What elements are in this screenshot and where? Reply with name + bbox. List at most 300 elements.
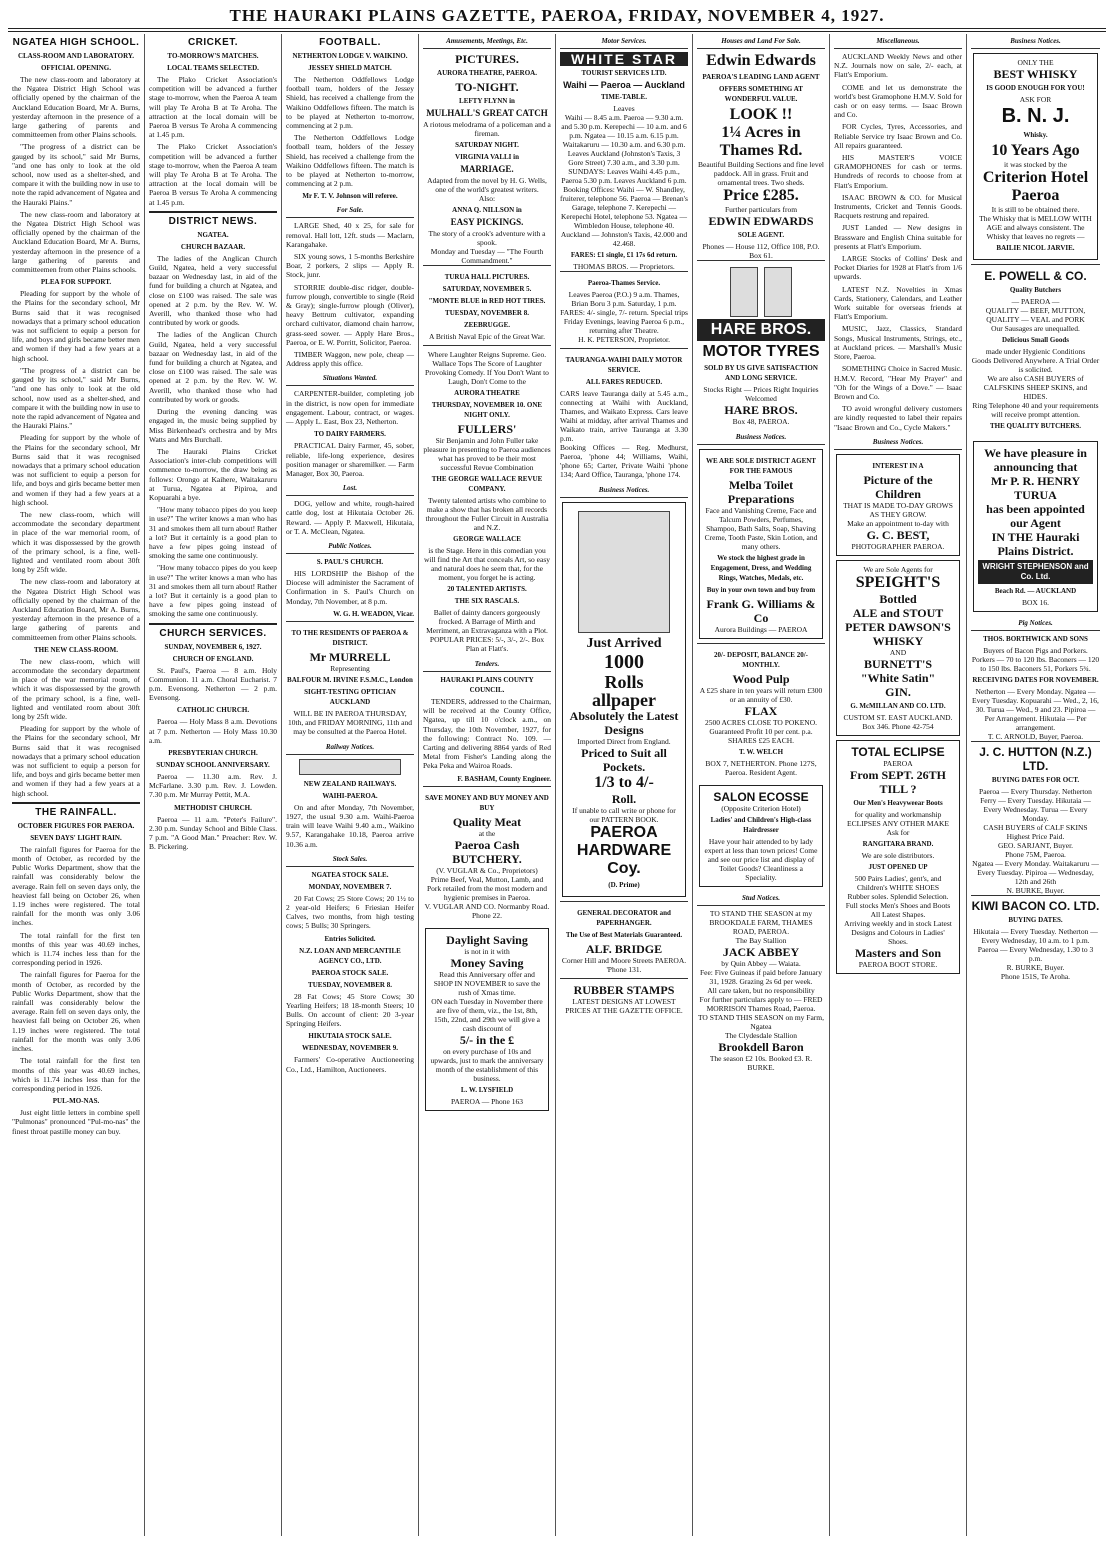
- subhead: NGATEA.: [197, 230, 229, 239]
- subhead: TIME-TABLE.: [601, 93, 647, 101]
- subhead: The Use of Best Materials Guaranteed.: [565, 931, 683, 939]
- ad-text: Phone 75M, Paeroa.: [1005, 850, 1066, 859]
- paragraph: During the evening dancing was engaged in, the music being supplied by Miss Birkenhead's orchestra and by Mrs Watts and Mrs Burchall.: [149, 407, 277, 444]
- classified-ad: JUST Landed — New designs in Brassware and English China suitable for presents at Flatt's Emporium.: [834, 223, 962, 251]
- ad-heading: Criterion Hotel: [982, 169, 1089, 186]
- ad-text: Aurora Buildings — PAEROA: [714, 625, 808, 634]
- ad-text: Read this Anniversary offer and SHOP IN NOVEMBER to save the rush of Xmas time.: [433, 969, 541, 997]
- ad-text: For further particulars apply to — FRED MORRISON Thames Road, Paeroa.: [699, 995, 823, 1013]
- section-heading: Public Notices.: [286, 539, 414, 554]
- section-heading: Railway Notices.: [286, 740, 414, 755]
- ad-heading: Price £285.: [723, 187, 799, 204]
- section-heading: Houses and Land For Sale.: [697, 34, 825, 49]
- paragraph: 20 Fat Cows; 25 Store Cows; 20 1½ to 2 year-old Heifers; 6 Friesian Heifer Calves, two months, from high testing cows; 5 Bulls; 30 Springers.: [286, 893, 414, 931]
- section-heading: Tenders.: [423, 657, 551, 672]
- ad-heading: Quality Meat: [452, 814, 522, 829]
- subhead: TUESDAY, NOVEMBER 8.: [308, 980, 392, 989]
- paragraph: St. Paul's, Paeroa — 8 a.m. Holy Communion. 11 a.m. Choral Eucharist. 7 p.m. Evensong. Netherton — 2 p.m. Evensong.: [149, 665, 277, 703]
- article-title: CHURCH SERVICES.: [149, 623, 277, 639]
- subhead: AURORA THEATRE: [454, 389, 520, 397]
- ad-text: ASK FOR: [1019, 95, 1052, 104]
- section-heading: Amusements, Meetings, Etc.: [423, 34, 551, 49]
- ad-heading: FULLERS': [457, 422, 517, 436]
- classified-ad: HIS MASTER'S VOICE GRAMOPHONES for cash or terms. Hundreds of records to choose from at Flatt's Emporium.: [834, 153, 962, 190]
- ad-text: If unable to call write or phone for our PATTERN BOOK.: [572, 806, 676, 824]
- ad-text: Ngatea — Every Monday. Waitakaruru — Every Tuesday. Pipiroa — Wednesday, 12th and 26th: [972, 859, 1099, 886]
- subhead: TURUA HALL PICTURES.: [444, 273, 530, 281]
- subhead: SIGHT-TESTING OPTICIAN AUCKLAND: [304, 687, 396, 706]
- subhead: Waihi — Paeroa — Auckland: [563, 80, 685, 90]
- tauranga-waihi-ad: [560, 348, 688, 483]
- subhead: CHURCH BAZAAR.: [180, 242, 246, 251]
- wright-stephenson-ad: [973, 441, 1098, 612]
- ad-text: Box 346. Phone 42-754: [862, 721, 934, 731]
- subhead: We stock the highest grade in Engagement, Dress, and Wedding Rings, Watches, Medals, etc.: [710, 554, 812, 582]
- subhead: PAEROA STOCK SALE.: [311, 968, 389, 977]
- ad-heading: Paeroa: [1011, 187, 1060, 204]
- paragraph: The Plako Cricket Association's competition will be advanced a further stage to-morrow, when the Paeroa A team will play Te Aroha B at Te Aroha. The attraction at the local domain will be Paeroa B versus Te Aroha A commencing at 1.45 p.m.: [149, 75, 277, 140]
- ad-text: made under Hygienic Conditions: [985, 347, 1086, 356]
- ad-text: Stocks Right — Prices Right Inquiries Welcomed: [703, 385, 819, 403]
- ad-text: POPULAR PRICES: 5/-, 3/-, 2/-. Box Plan at Flatt's.: [429, 635, 545, 653]
- subhead: BAILIE NICOL JARVIE.: [996, 244, 1075, 252]
- subhead: WAIHI-PAEROA.: [322, 791, 378, 800]
- paragraph: The new class-room and laboratory at the Ngatea District High School was officially opened by the chairman of the Auckland Education Board, Mr A. Burns, yesterday afternoon in the presence of a large gathering of parents and committeemen from other Plains schools.: [12, 577, 140, 642]
- subhead: MULHALL'S GREAT CATCH: [426, 108, 548, 118]
- ad-heading: Wood Pulp: [732, 672, 790, 686]
- subhead: 20 TALENTED ARTISTS.: [447, 585, 527, 593]
- section-heading: Business Notices.: [560, 483, 688, 498]
- butchery-ad: [423, 786, 551, 924]
- ad-text: Hikutaia — Every Tuesday. Netherton — Every Wednesday, 10 a.m. to 1 p.m. Paeroa — Every Wednesday, 1.30 to 3 p.m.: [973, 927, 1098, 963]
- section-heading: Motor Services.: [560, 34, 688, 49]
- ad-text: TO STAND THE SEASON at my BROOKDALE FARM, THAMES ROAD, PAEROA.: [709, 909, 813, 936]
- white-star-logo: WHITE STAR: [560, 52, 688, 66]
- paragraph: "How many tobacco pipes do you keep in use?" The writer knows a man who has 31 and smokes them all turn about! Rather a lot? But it certainly is a good plan to have a few pipes going instead of smoking the same one continuously.: [149, 563, 277, 619]
- subhead: ANNA Q. NILLSON in: [452, 206, 522, 214]
- ad-text: Imported Direct from England.: [577, 737, 671, 746]
- ad-text: Prime Beef, Veal, Mutton, Lamb, and Pork retailed from the most modern and hygienic premises in Paeroa.: [427, 874, 547, 902]
- fullers-ad: [423, 345, 551, 657]
- ad-heading: BEST WHISKY: [993, 67, 1078, 81]
- paragraph: Pleading for support by the whole of the Plains for the secondary school, Mr Burns said that it was recognised nowadays that a primary school education was not sufficient to equip a person for life, and boys and girls became better men and women if they had a few years at a high school.: [12, 433, 140, 507]
- subhead: T. W. WELCH: [738, 748, 784, 756]
- ad-text: Paeroa — Every Thursday. Netherton Ferry — Every Tuesday. Hikutaia — Every Wednesday. Turua — Every Monday.: [979, 787, 1092, 823]
- ad-heading: B. N. J.: [1001, 105, 1070, 127]
- ad-heading: KIWI BACON CO. LTD.: [971, 895, 1100, 913]
- ad-text: A £25 share in ten years will return £300 or an annuity of £30.: [699, 686, 823, 704]
- masthead-rule-2: [8, 31, 1106, 32]
- ad-text: Sir Benjamin and John Fuller take pleasure in presenting to Paeroa audiences what has proved to be their most successful Revue Combination: [423, 436, 551, 472]
- ad-heading: Priced to Suit all Pockets.: [581, 746, 667, 774]
- subhead: S. PAUL'S CHURCH.: [316, 557, 384, 566]
- ad-text: The Whisky that is MELLOW WITH AGE and always consistent. The Whisky that leaves no regrets —: [979, 214, 1092, 241]
- ad-heading: Brookdell Baron: [718, 1040, 804, 1054]
- subhead: WEDNESDAY, NOVEMBER 9.: [302, 1044, 398, 1053]
- columns: [8, 34, 1106, 1536]
- pig-notices: [971, 634, 1100, 981]
- ad-text: Leaves: [613, 104, 635, 113]
- ad-text: Full stocks Men's Shoes and Boots All Latest Shapes.: [845, 900, 951, 919]
- ad-text: The story of a crook's adventure with a spook.: [428, 229, 546, 247]
- ad-text: V. VUGLAR AND CO. Normanby Road. Phone 22.: [424, 901, 550, 920]
- ad-text: BOX 16.: [1021, 598, 1050, 607]
- subhead: FARES: £1 single, £1 17s 6d return.: [570, 251, 678, 259]
- aurora-ad: [423, 52, 551, 265]
- masthead: THE HAURAKI PLAINS GAZETTE, PAEROA, FRIDAY, NOVEMBER 4, 1927.: [229, 6, 885, 25]
- ad-text: Leaves Auckland (Johnston's Taxis, 3 Gore Street) 7.30 a.m., and 3.30 p.m.: [567, 149, 681, 167]
- ad-text: We are also CASH BUYERS of CALFSKINS SHEEP SKINS, and HIDES.: [983, 374, 1088, 401]
- subhead: PAEROA'S LEADING LAND AGENT: [702, 73, 820, 81]
- ad-text: The Clydesdale Stallion: [724, 1031, 798, 1040]
- ad-text: Netherton — Every Monday. Ngatea — Every Tuesday. Kopuarahi — Wed., 2, 16, 30. Turua — Wed., 9 and 23. Pipiroa — Per Arrangement. Hikutaia — Per arrangement.: [972, 687, 1099, 732]
- subhead: OFFERS SOMETHING AT WONDERFUL VALUE.: [719, 85, 803, 103]
- subhead: G. McMILLAN AND CO. LTD.: [850, 701, 946, 710]
- subhead: HAURAKI PLAINS COUNTY COUNCIL.: [440, 676, 534, 694]
- subhead: Buy in your own town and buy from: [706, 586, 816, 594]
- column-motor-services: [556, 34, 693, 1536]
- ad-text: Adapted from the novel by H. G. Wells, one of the world's greatest writers.: [427, 176, 547, 194]
- ad-heading: PAEROA HARDWARE Coy.: [576, 824, 672, 877]
- subhead: THE SIX RASCALS.: [454, 597, 520, 605]
- ad-text: 2500 ACRES CLOSE TO POKENO. Guaranteed Profit 10 per cent. p.a. SHARES £25 EACH.: [704, 718, 818, 745]
- paragraph: The new class-room and laboratory at the Ngatea District High School was officially opened by the chairman of the Auckland Education Board, Mr A. Burns, yesterday afternoon in the presence of a large gathering of parents and committeemen from other Plains schools.: [12, 75, 140, 140]
- ad-heading: RUBBER STAMPS: [573, 983, 675, 997]
- subhead: GEORGE WALLACE: [453, 535, 521, 543]
- subhead: RECEIVING DATES FOR NOVEMBER.: [972, 676, 1099, 684]
- paragraph: The Netherton Oddfellows Lodge football team, holders of the Jessey Shield, has received a challenge from the Waikino Oddfellows fifteen. The match is to be played at Netherton to-morrow, commencing at 2 p.m.: [286, 75, 414, 131]
- subhead: SATURDAY NIGHT.: [455, 141, 519, 149]
- paragraph: Paeroa — Holy Mass 8 a.m. Devotions at 7 p.m. Netherton — Holy Mass 10.30 a.m.: [149, 717, 277, 745]
- ad-text: Arriving weekly and in stock Latest Designs and Colours in Ladies' Shoes.: [844, 918, 952, 946]
- ad-text: We are Sole Agents for: [863, 564, 933, 574]
- ad-text: by Quin Abbey — Waiata.: [721, 959, 801, 968]
- paeroa-thames-ad: [560, 271, 688, 348]
- melba-ad: [699, 449, 823, 639]
- subhead: LEFTY FLYNN in: [459, 97, 515, 105]
- ad-text: Monday and Tuesday — "The Fourth Commandment.": [430, 247, 544, 265]
- ad-heading: FLAX: [744, 704, 778, 718]
- ad-heading: WHISKY: [872, 633, 924, 648]
- column-football-classifieds: [282, 34, 419, 1536]
- subhead: THE GEORGE WALLACE REVUE COMPANY.: [431, 475, 543, 493]
- ad-heading: EDWIN EDWARDS: [708, 214, 814, 228]
- ad-text: The Bay Stallion: [735, 936, 787, 945]
- subhead: Mr F. T. V. Johnson will referee.: [302, 192, 398, 201]
- paragraph: The rainfall figures for Paeroa for the month of October, as recorded by the Public Works Department, show that the rainfall was considerably below the average. Rain fell on seven days only, the heaviest fall being on October 26, when 1.19 inches were registered. The total rainfall for the month was only 3.06 inches.: [12, 844, 140, 928]
- subhead: BUYING DATES.: [1008, 916, 1063, 924]
- classified-ad: LARGE Stocks of Collins' Desk and Pocket Diaries for 1928 at Flatt's from 1/6 upwards.: [834, 254, 962, 282]
- subhead: JESSEY SHIELD MATCH.: [308, 64, 392, 72]
- article-title: DISTRICT NEWS.: [149, 211, 277, 227]
- ad-text: Ballet of dainty dancers gorgeously frocked. A Barrage of Mirth and Merriment, an Extravaganza with a Plot.: [426, 608, 548, 635]
- section-heading: Stud Notices.: [697, 891, 825, 906]
- ad-text: Leaves Paeroa (P.O.) 9 a.m. Thames, Brian Boru 3 p.m. Saturday, 1 p.m.: [568, 290, 680, 308]
- train-icon: [299, 759, 401, 775]
- subhead: THE NEW CLASS-ROOM.: [33, 645, 119, 654]
- ad-heading: Rolls: [604, 672, 644, 692]
- subhead: "MONTE BLUE in RED HOT TIRES.: [428, 297, 546, 305]
- paragraph: The Netherton Oddfellows Lodge football team, holders of the Jessey Shield, has received a challenge from the Waikino Oddfellows fifteen. The match is to be played at Netherton to-morrow, commencing at 2 p.m.: [286, 133, 414, 189]
- subhead: TAURANGA-WAIHI DAILY MOTOR SERVICE.: [565, 356, 683, 374]
- subhead: 20/- DEPOSIT, BALANCE 20/- MONTHLY.: [714, 651, 808, 669]
- ad-heading: IN THE Hauraki Plains District.: [991, 530, 1080, 558]
- ad-text: Booking Offices — Reg. Medhurst, Paeroa, 'phone 44; Williams, Waihi, 'phone 65; Carter, Private Waihi 'phone 134; Aard Office, Tauranga, 'phone 174.: [560, 443, 688, 479]
- classified-ad: CARPENTER-builder, completing job in the district, is now open for immediate engagement. Labour, contract, or wages. — Apply L. East, Box 23, Netherton.: [286, 389, 414, 427]
- subhead: ZEEBRUGGE.: [463, 321, 511, 329]
- ad-text: We are sole distributors.: [861, 850, 935, 860]
- paragraph: TENDERS, addressed to the Chairman, will be received at the County Office, Ngatea, up till 10 o'clock a.m., on Thursday, the 10th November, 1927, for the following: Contract No. 109. — Carting and delivering 8864 yards of Red Metal from Fisher's Landing along the Peka Peka and Wairoa Roads.: [423, 697, 551, 771]
- ad-heading: Melba Toilet Preparations: [727, 478, 795, 506]
- paragraph: Paeroa — 11.30 a.m. Rev. J. McFarlane. 3.30 p.m. Rev. J. Lowden. 7.30 p.m. Mr Murray Pettit, M.A.: [149, 771, 277, 800]
- ad-heading: MOTOR TYRES: [702, 343, 820, 360]
- subhead: METHODIST CHURCH.: [174, 803, 252, 812]
- classified-ad: LATEST N.Z. Novelties in Xmas Cards, Stationery, Calendars, and Leather Work suitable for overseas friends at Flatt's Emporium.: [834, 284, 962, 322]
- subhead: TO-MORROW'S MATCHES.: [167, 52, 259, 60]
- ad-text: T. C. ARNOLD, Buyer, Paeroa.: [987, 732, 1084, 741]
- subhead: NETHERTON LODGE V. WAIKINO.: [292, 52, 408, 60]
- classified-ad: TO avoid wrongful delivery customers are kindly requested to label their repairs "Isaac Brown and Co., Cycle Makers.": [834, 404, 962, 432]
- subhead: MONDAY, NOVEMBER 7.: [308, 882, 392, 891]
- paragraph: The new class-room and laboratory at the Ngatea District High School was officially opened by the chairman of the Auckland Education Board, Mr A. Burns, yesterday afternoon in the presence of a large gathering of parents and committeemen from other Plains schools.: [12, 209, 140, 275]
- ad-text: Further particulars from: [724, 205, 798, 214]
- ad-text: Have your hair attended to by lady expert at less than town prices! Come and see our price list and display of Toilet Goods? Cleanliness a Speciality.: [704, 837, 818, 882]
- ad-text: ONLY THE: [1017, 58, 1054, 67]
- subhead: L. W. LYSFIELD: [460, 1085, 514, 1094]
- subhead: W. G. H. WEADON, Vicar.: [333, 609, 414, 618]
- total-eclipse-ad: [836, 740, 960, 974]
- classified-ad: LARGE Shed, 40 x 25, for sale for removal. Hall lott, 12ft. studs — Maclarn, Karangahake.: [286, 221, 414, 249]
- subhead: JUST OPENED UP: [868, 862, 928, 871]
- subhead: CLASS-ROOM AND LABORATORY.: [17, 52, 135, 60]
- ad-heading: 1¼ Acres in Thames Rd.: [719, 124, 803, 159]
- subhead: SATURDAY, NOVEMBER 5.: [442, 285, 532, 293]
- ad-heading: BURNETT'S: [863, 656, 933, 671]
- ad-text: Corner Hill and Moore Streets PAEROA. 'Phone 131.: [561, 956, 687, 974]
- classified-ad: TIMBER Waggon, new pole, cheap — Address apply this office.: [286, 350, 414, 369]
- column-amusements: [419, 34, 556, 1536]
- subhead: OCTOBER FIGURES FOR PAEROA.: [17, 821, 135, 830]
- paragraph: The ladies of the Anglican Church Guild, Ngatea, held a very successful bazaar on Wednesday last, in aid of the fund for building a church at Ngatea, and close on £100 was raised. The sale was opened at 2 p.m. by the Rev. W. W. Averill, who thanked those who had contributed by work or goods.: [149, 330, 277, 404]
- paragraph: "The progress of a district can be gauged by its school," said Mr Burns, "and one has only to look at the old school, now used as a shelter-shed, and compare it with the building now in use to note the rapid advancement of Ngatea and the Hauraki Plains.": [12, 365, 140, 431]
- section-heading: Business Notices.: [834, 435, 962, 450]
- ad-text: Fee: Five Guineas if paid before January 31, 1928. Grazing 2s 6d per week.: [699, 968, 823, 986]
- subhead: IS GOOD ENOUGH FOR YOU!: [986, 84, 1085, 92]
- ad-text: A British Naval Epic of the Great War.: [429, 332, 545, 341]
- section-heading: Business Notices.: [697, 430, 825, 445]
- ad-heading: PETER DAWSON'S: [845, 619, 951, 634]
- ad-text: Beautiful Building Sections and fine level paddock. All in grass. Fruit and ornamental trees. Two sheds.: [697, 160, 825, 187]
- ad-text: Also:: [478, 194, 496, 203]
- ad-heading: G. C. BEST,: [866, 527, 930, 542]
- white-star-ad: [560, 52, 688, 271]
- ad-heading: ALE and STOUT: [852, 605, 944, 620]
- subhead: Quality Butchers: [1009, 286, 1062, 294]
- subhead: PUL-MO-NAS.: [52, 1097, 100, 1106]
- subhead: PLEA FOR SUPPORT.: [40, 278, 112, 287]
- classified-ad: HIS LORDSHIP the Bishop of the Diocese will administer the Sacrament of Confirmation in S. Paul's Church on Monday, 7th November, at 8 p.m.: [286, 568, 414, 606]
- subhead: SEVEN DAYS' LIGHT RAIN.: [30, 833, 122, 842]
- ad-heading: We have pleasure in announcing that: [984, 446, 1087, 474]
- paragraph: The Plako Cricket Association's competition will be advanced a further stage to-morrow, when the Paeroa A team will play Te Aroha B at Te Aroha. The attraction at the local domain will be Paeroa B versus Te Aroha A commencing at 1.45 p.m.: [149, 142, 277, 207]
- paragraph: Pleading for support by the whole of the Plains for the secondary school, Mr Burns said that it was recognised nowadays that a primary school education was not sufficient to equip a person for life, and boys and girls became better men and women if they had a few years at a high school.: [12, 289, 140, 363]
- ad-text: N. BURKE, Buyer.: [1006, 886, 1065, 895]
- article-title: FOOTBALL.: [319, 37, 381, 48]
- ad-heading: Roll.: [611, 792, 637, 806]
- ad-text: CUSTOM ST. EAST AUCKLAND.: [843, 712, 953, 722]
- subhead: TUESDAY, NOVEMBER 8.: [445, 309, 529, 317]
- ad-heading: ALF. BRIDGE: [585, 942, 663, 956]
- ad-text: Booking Offices: Waihi — W. Shandley, fruiterer, telephone 56. Paeroa — Brenan's Garage, telephone 7. Kerepechi — Kerepechi Hotel, telephone 53. Ngatea — Wimbledon House, telephone 40. Auckland — Johnston's Taxis, 42.000 and 42.468.: [560, 185, 688, 248]
- ad-heading: Just Arrived: [586, 636, 662, 651]
- ad-heading: PICTURES.: [455, 52, 519, 66]
- subhead: BALFOUR M. IRVINE F.S.M.C., London: [287, 675, 413, 684]
- hare-illustration: [697, 267, 825, 317]
- stud-ad: [697, 909, 825, 1072]
- subhead: F. BASHAM, County Engineer.: [457, 774, 551, 783]
- ad-text: H. K. PETERSON, Proprietor.: [578, 335, 670, 344]
- rubber-stamps-ad: [560, 978, 688, 1019]
- subhead: BUYING DATES FOR OCT.: [991, 776, 1080, 784]
- ad-text: Face and Vanishing Creme, Face and Talcum Powders, Perfumes, Shampoo, Bath Salts, Soap, Shaving Creme, Tooth Paste, Skin Lotion, and many others.: [704, 506, 818, 551]
- decorator-ad: [560, 901, 688, 978]
- paragraph: The Hauraki Plains Cricket Association's inter-club competitions will commence to-morrow, the draw being as follows: Orongo at Kaihere, Waitakaruru at Turua, Ngatea at Pipiroa, and Kopuarahi a bye.: [149, 446, 277, 502]
- ad-text: is the Stage. Here in this comedian you will find the Art that conceals Art, so easy and natural does he seem that, for the moment, you forget he is acting.: [423, 546, 550, 582]
- section-heading: Stock Sales.: [286, 852, 414, 867]
- ad-heading: SALON ECOSSE: [713, 790, 809, 804]
- ad-text: PAEROA: [883, 758, 913, 768]
- ad-text: LATEST DESIGNS AT LOWEST PRICES AT THE GAZETTE OFFICE.: [565, 997, 683, 1015]
- ad-text: THAT IS MADE TO-DAY GROWS AS THEY GROW.: [843, 500, 953, 519]
- ad-text: SUNDAYS: Leaves Waihi 4.45 p.m., Paeroa 5.30 p.m. Leaves Auckland 6 p.m.: [561, 167, 687, 185]
- ad-heading: J. C. HUTTON (N.Z.) LTD.: [971, 741, 1100, 773]
- ad-heading: "White Satin": [860, 670, 936, 685]
- section-heading: Miscellaneous.: [834, 34, 962, 49]
- masthead-rule: [8, 28, 1106, 29]
- hare-icon: [730, 267, 758, 317]
- ad-text: AND: [889, 647, 907, 657]
- ad-heading: Frank G. Williams & Co: [706, 597, 816, 625]
- ad-heading: Bottled: [879, 591, 917, 606]
- classified-ad: SOMETHING Choice in Sacred Music. H.M.V. Record, "Hear My Prayer" and "Oh for the Wings of a Dove." — Isaac Brown and Co.: [834, 364, 962, 401]
- ad-text: Our Sausages are unequalled.: [991, 324, 1080, 333]
- ad-heading: TO-NIGHT.: [455, 80, 519, 94]
- subhead: SUNDAY, NOVEMBER 6, 1927.: [164, 642, 262, 651]
- ad-text: THOMAS BROS. — Proprietors.: [573, 262, 675, 271]
- ad-heading: Mr MURRELL: [309, 649, 391, 664]
- ad-text: A riotous melodrama of a policeman and a fireman.: [423, 120, 551, 138]
- subhead: Beach Rd. — AUCKLAND: [994, 587, 1077, 595]
- article-title: THE RAINFALL.: [12, 802, 140, 818]
- ad-text: BOX 7, NETHERTON. Phone 127S, Paeroa. Resident Agent.: [705, 759, 817, 777]
- ad-text: QUALITY — BEEF, MUTTON, QUALITY — VEAL and PORK: [985, 306, 1086, 324]
- ad-text: Buyers of Bacon Pigs and Porkers. Porkers — 70 to 120 lbs. Baconers — 120 to 150 lbs. Baconers 51, Porkers 5¾.: [971, 646, 1100, 673]
- ad-heading: 1/3 to 4/-: [594, 774, 654, 791]
- section-heading: For Sale.: [286, 203, 414, 218]
- paragraph: The total rainfall for the first ten months of this year was 40.69 inches, which is 11.74 inches less than for the corresponding period in 1926.: [12, 1056, 140, 1093]
- subhead: WE ARE SOLE DISTRICT AGENT FOR THE FAMOUS: [706, 457, 816, 475]
- ad-heading: E. POWELL & CO.: [984, 269, 1087, 283]
- article-title: NGATEA HIGH SCHOOL.: [12, 37, 140, 48]
- subhead: Entries Solicited.: [324, 934, 376, 943]
- paragraph: The new class-room, which will accommodate the secondary department in place of the war memorial room, of which it was dispossessed by the growth of the primary school, is a fine, well-lighted and ventilated room about 30ft long by 25ft wide.: [12, 509, 140, 575]
- subhead: N.Z. LOAN AND MERCANTILE AGENCY CO., LTD.: [299, 946, 401, 965]
- subhead: INTEREST IN A: [872, 461, 924, 470]
- subhead: SUNDAY SCHOOL ANNIVERSARY.: [156, 760, 270, 769]
- subhead: PRESBYTERIAN CHURCH.: [168, 748, 258, 757]
- ad-text: — PAEROA —: [1011, 297, 1060, 306]
- ad-heading: 5/- in the £: [459, 1032, 515, 1047]
- ad-heading: Picture of the Children: [863, 472, 933, 501]
- salon-ad: [699, 785, 823, 887]
- ad-text: PAEROA BOOT STORE.: [858, 959, 938, 969]
- paragraph: "How many tobacco pipes do you keep in use?" The writer knows a man who has 31 and smokes them all turn about! Rather a lot? But it certainly is a good plan to have a few pipes going instead of smoking the same one continuously.: [149, 505, 277, 561]
- subhead: TO DAIRY FARMERS.: [314, 430, 386, 439]
- paragraph: On and after Monday, 7th November, 1927, the usual 9.30 a.m. Waihi-Paeroa train will leave Waihi 9.40 a.m., Waikino 9.57, Karangahake 10.18, Paeroa arrive 10.36 a.m.: [286, 802, 414, 849]
- subhead: EASY PICKINGS.: [450, 217, 524, 227]
- hare-bros-ad: [697, 260, 825, 430]
- subhead: Ladies' and Children's High-class Hairdresser: [710, 816, 812, 834]
- ad-text: Twenty talented artists who combine to make a show that has broken all records throughout the Fuller Circuit in Australia and N.Z.: [425, 496, 549, 532]
- paragraph: "The progress of a district can be gauged by its school," said Mr Burns, "and one has only to look at the old school, now used as a shelter-shed, and compare it with the building now in use to note the rapid advancement of Ngatea and the Hauraki Plains.": [12, 142, 140, 207]
- section-heading: Situations Wanted.: [286, 371, 414, 386]
- column-houses-land: [693, 34, 830, 1536]
- ad-text: It is still to be obtained there.: [991, 205, 1080, 214]
- paragraph: Paeroa — 11 a.m. "Peter's Failure". 2.30 p.m. Sunday School and Bible Class. 7 p.m. "A Good Man." Preacher: Rev. W. B. Pickering.: [149, 814, 277, 852]
- subhead: NGATEA STOCK SALE.: [311, 870, 389, 879]
- classified-ad: SIX young sows, 1 5-months Berkshire Boar, 2 porkers, 2 slips — Apply R. Stock, junr.: [286, 252, 414, 280]
- ad-heading: 1000: [604, 651, 644, 673]
- paragraph: The new class-room, which will accommodate the secondary department in place of the war memorial room, of which it was dispossessed by the growth of the primary school, is a fine, well-lighted and ventilated room about 30ft long by 25ft wide.: [12, 656, 140, 721]
- subhead: THE QUALITY BUTCHERS.: [990, 422, 1081, 430]
- ad-text: CASH BUYERS of CALF SKINS Highest Price Paid.: [983, 823, 1088, 841]
- section-heading: Business Notices.: [971, 34, 1100, 49]
- ad-heading: 10 Years Ago: [991, 142, 1080, 159]
- subhead: RANGITARA BRAND.: [862, 839, 934, 848]
- subhead: Our Men's Heavyweear Boots: [853, 798, 943, 807]
- ad-heading: Money Saving: [450, 955, 524, 970]
- subhead: MARRIAGE.: [460, 164, 514, 174]
- paperhanger-illustration: [578, 511, 670, 633]
- ad-heading: Masters and Son: [854, 945, 941, 960]
- ad-text: PAEROA — Phone 163: [450, 1096, 524, 1106]
- photographer-ad: [836, 454, 960, 556]
- wood-pulp-ad: [697, 643, 825, 781]
- wallpaper-ad: [562, 502, 686, 897]
- classified-ad: COME and let us demonstrate the world's best Gramophone H.M.V. Sold for cash or on easy terms. — Isaac Brown and Co.: [834, 82, 962, 120]
- column-miscellaneous: [830, 34, 967, 1536]
- hare-icon: [764, 267, 792, 317]
- ad-heading: WRIGHT STEPHENSON and Co. Ltd.: [978, 560, 1093, 584]
- ad-text: WILL BE IN PAEROA THURSDAY, 10th, and FRIDAY MORNING, 11th and may be consulted at the Paeroa Hotel.: [288, 708, 412, 736]
- subhead: Whisky.: [1023, 131, 1048, 139]
- ad-heading: JACK ABBEY: [722, 945, 800, 959]
- subhead: CHURCH OF ENGLAND.: [172, 654, 254, 663]
- turua-ad: [423, 265, 551, 345]
- classified-ad: AUCKLAND Weekly News and other N.Z. Journals now on sale, 2/- each, at Flatt's Emporium.: [834, 52, 962, 80]
- ad-text: for quality and workmanship ECLIPSES ANY OTHER MAKE: [846, 809, 950, 828]
- bnj-whisky-ad: [973, 53, 1098, 260]
- subhead: THOS. BORTHWICK AND SONS: [983, 635, 1088, 643]
- subhead: Paeroa-Thames Service.: [587, 279, 661, 287]
- paragraph: Farmers' Co-operative Auctioneering Co., Ltd., Hamilton, Auctioneers.: [286, 1055, 414, 1074]
- ad-heading: TOTAL ECLIPSE: [851, 744, 945, 759]
- daylight-saving-ad: [425, 928, 549, 1111]
- optician-ad: [286, 621, 414, 740]
- subhead: (D. Prime): [608, 881, 640, 889]
- powell-ad: [971, 264, 1100, 437]
- ad-text: R. BURKE, Buyer.: [1006, 963, 1065, 972]
